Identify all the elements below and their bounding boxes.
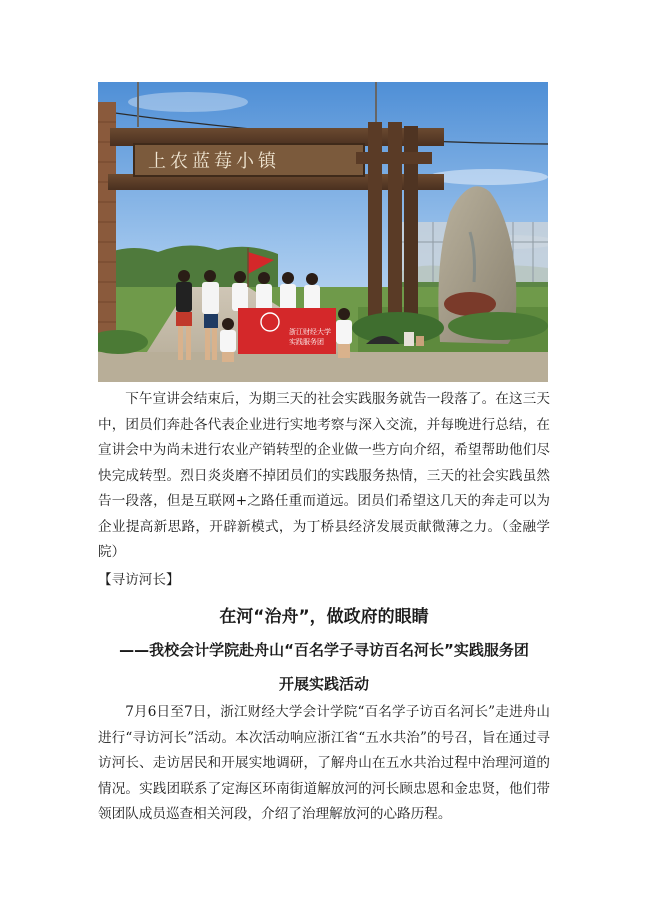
banner-text-2: 实践服务团 [289, 338, 324, 346]
event-photo [98, 82, 548, 382]
article2-subtitle-line1: ——我校会计学院赴舟山“百名学子寻访百名河长”实践服务团 [119, 641, 529, 659]
article2-subtitle-line2: 开展实践活动 [278, 675, 369, 693]
section-tag: 【寻访河长】 [98, 572, 180, 588]
article1-paragraph: 下午宣讲会结束后，为期三天的社会实践服务就告一段落了。在这三天中，团员们奔赴各代表企业进行实地考察与深入交流，并每晚进行总结，在宣讲会中为尚未进行农业产销转型的企业做一些方向介绍，希望帮助他们尽快完成转型。烈日炎炎磨不掉团员们的实践服务热情，三天的社会实践虽然告一段落，但是互联网+之路任重而道远。团员们希望这几天的奔走可以为企业提高新思路，开辟新模式，为丁桥县经济发展贡献微薄之力。（金融学院） [98, 391, 550, 560]
article2-title: 在河“治舟”，做政府的眼睛 [219, 607, 429, 627]
banner-text-1: 浙江财经大学 [289, 328, 331, 336]
article2-paragraph: 7月6日至7日，浙江财经大学会计学院“百名学子访百名河长”走进舟山进行“寻访河长”活动。本次活动响应浙江省“五水共治”的号召，旨在通过寻访河长、走访居民和开展实地调研，了解舟山在五水共治过程中治理河道的情况。实践团联系了定海区环南街道解放河的河长顾忠恩和金忠贤，他们带领团队成员巡查相关河段，介绍了治理解放河的心路历程。 [98, 704, 550, 822]
gate-sign-text: 上农蓝莓小镇 [148, 151, 280, 172]
